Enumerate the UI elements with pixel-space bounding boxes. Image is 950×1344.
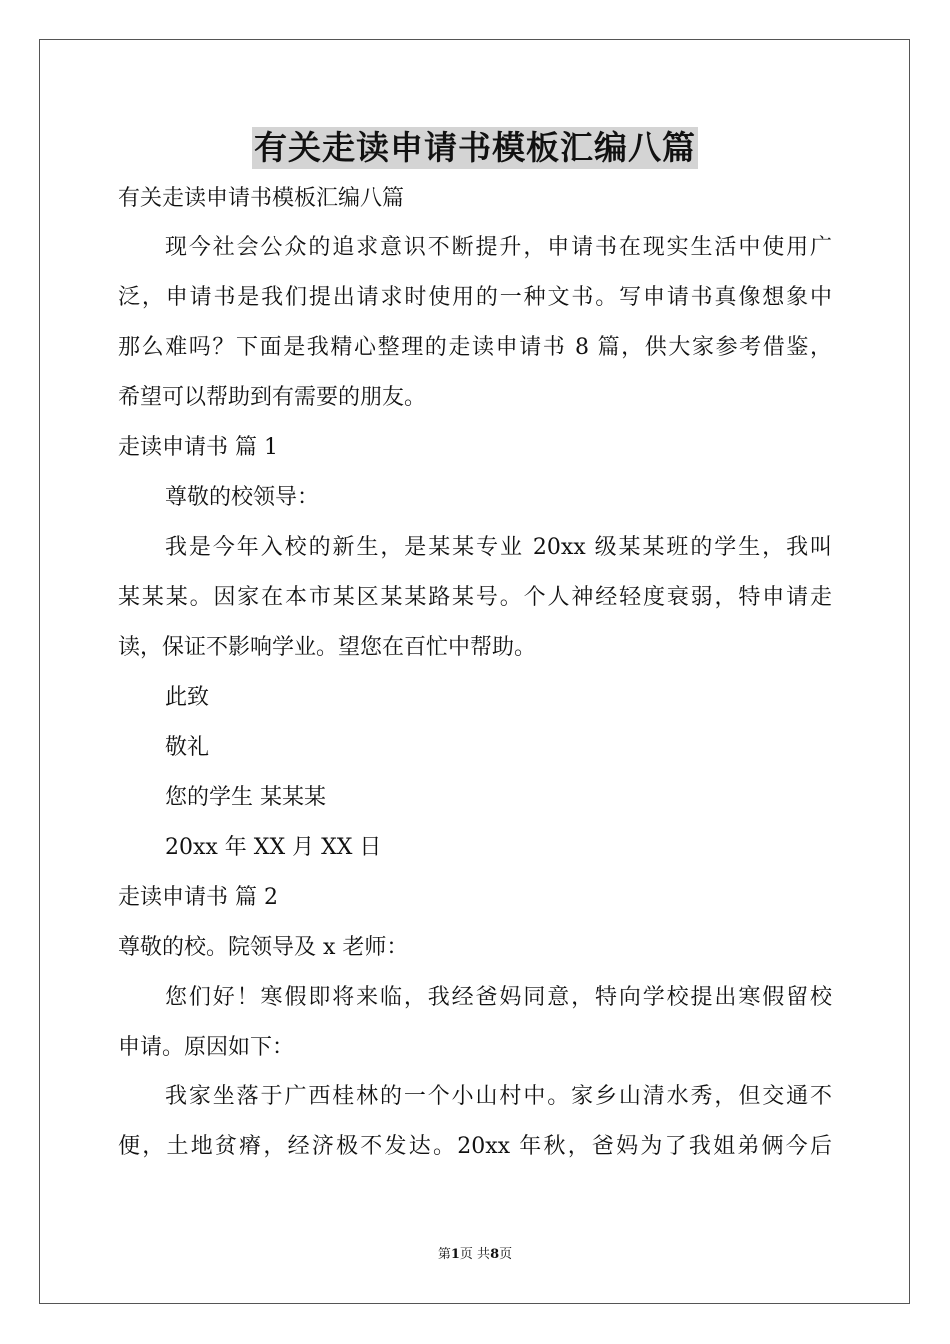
title-container (0, 127, 950, 169)
page-border (39, 39, 910, 1304)
paragraph-line: 便，土地贫瘠，经济极不发达。20xx 年秋，爸妈为了我姐弟俩今后 (118, 1134, 832, 1159)
paragraph-line: 我家坐落于广西桂林的一个小山村中。家乡山清水秀，但交通不 (165, 1084, 832, 1109)
subtitle-line: 有关走读申请书模板汇编八篇 (118, 186, 405, 211)
section-heading: 走读申请书 篇 2 (118, 885, 278, 910)
paragraph-line: 读，保证不影响学业。望您在百忙中帮助。 (118, 635, 537, 660)
footer-mid: 页 共 (459, 1247, 491, 1262)
signature-line: 您的学生 某某某 (165, 785, 326, 810)
paragraph-line: 我是今年入校的新生，是某某专业 20xx 级某某班的学生，我叫 (165, 535, 832, 560)
paragraph-line: 某某某。因家在本市某区某某路某号。个人神经轻度衰弱，特申请走 (118, 585, 832, 610)
paragraph-line: 那么难吗？下面是我精心整理的走读申请书 8 篇，供大家参考借鉴， (118, 335, 832, 360)
section-heading: 走读申请书 篇 1 (118, 435, 278, 460)
paragraph-line: 泛，申请书是我们提出请求时使用的一种文书。写申请书真像想象中 (118, 285, 832, 310)
paragraph-line: 您们好！寒假即将来临，我经爸妈同意，特向学校提出寒假留校 (165, 985, 832, 1010)
document-title: 有关走读申请书模板汇编八篇 (254, 128, 696, 167)
paragraph-line: 希望可以帮助到有需要的朋友。 (118, 385, 427, 410)
footer-suffix: 页 (499, 1247, 513, 1262)
footer-prefix: 第 (437, 1247, 451, 1262)
paragraph-line: 现今社会公众的追求意识不断提升，申请书在现实生活中使用广 (165, 235, 832, 260)
footer-total-pages: 8 (490, 1247, 500, 1262)
closing-line: 此致 (165, 685, 210, 710)
closing-line: 敬礼 (165, 735, 210, 760)
date-line: 20xx 年 XX 月 XX 日 (165, 835, 382, 860)
salutation-line: 尊敬的校领导： (165, 485, 320, 510)
footer-page-number: 1 (450, 1247, 460, 1262)
page-footer (0, 1246, 950, 1264)
paragraph-line: 申请。原因如下： (118, 1035, 295, 1060)
salutation-line: 尊敬的校。院领导及 x 老师： (118, 935, 409, 960)
